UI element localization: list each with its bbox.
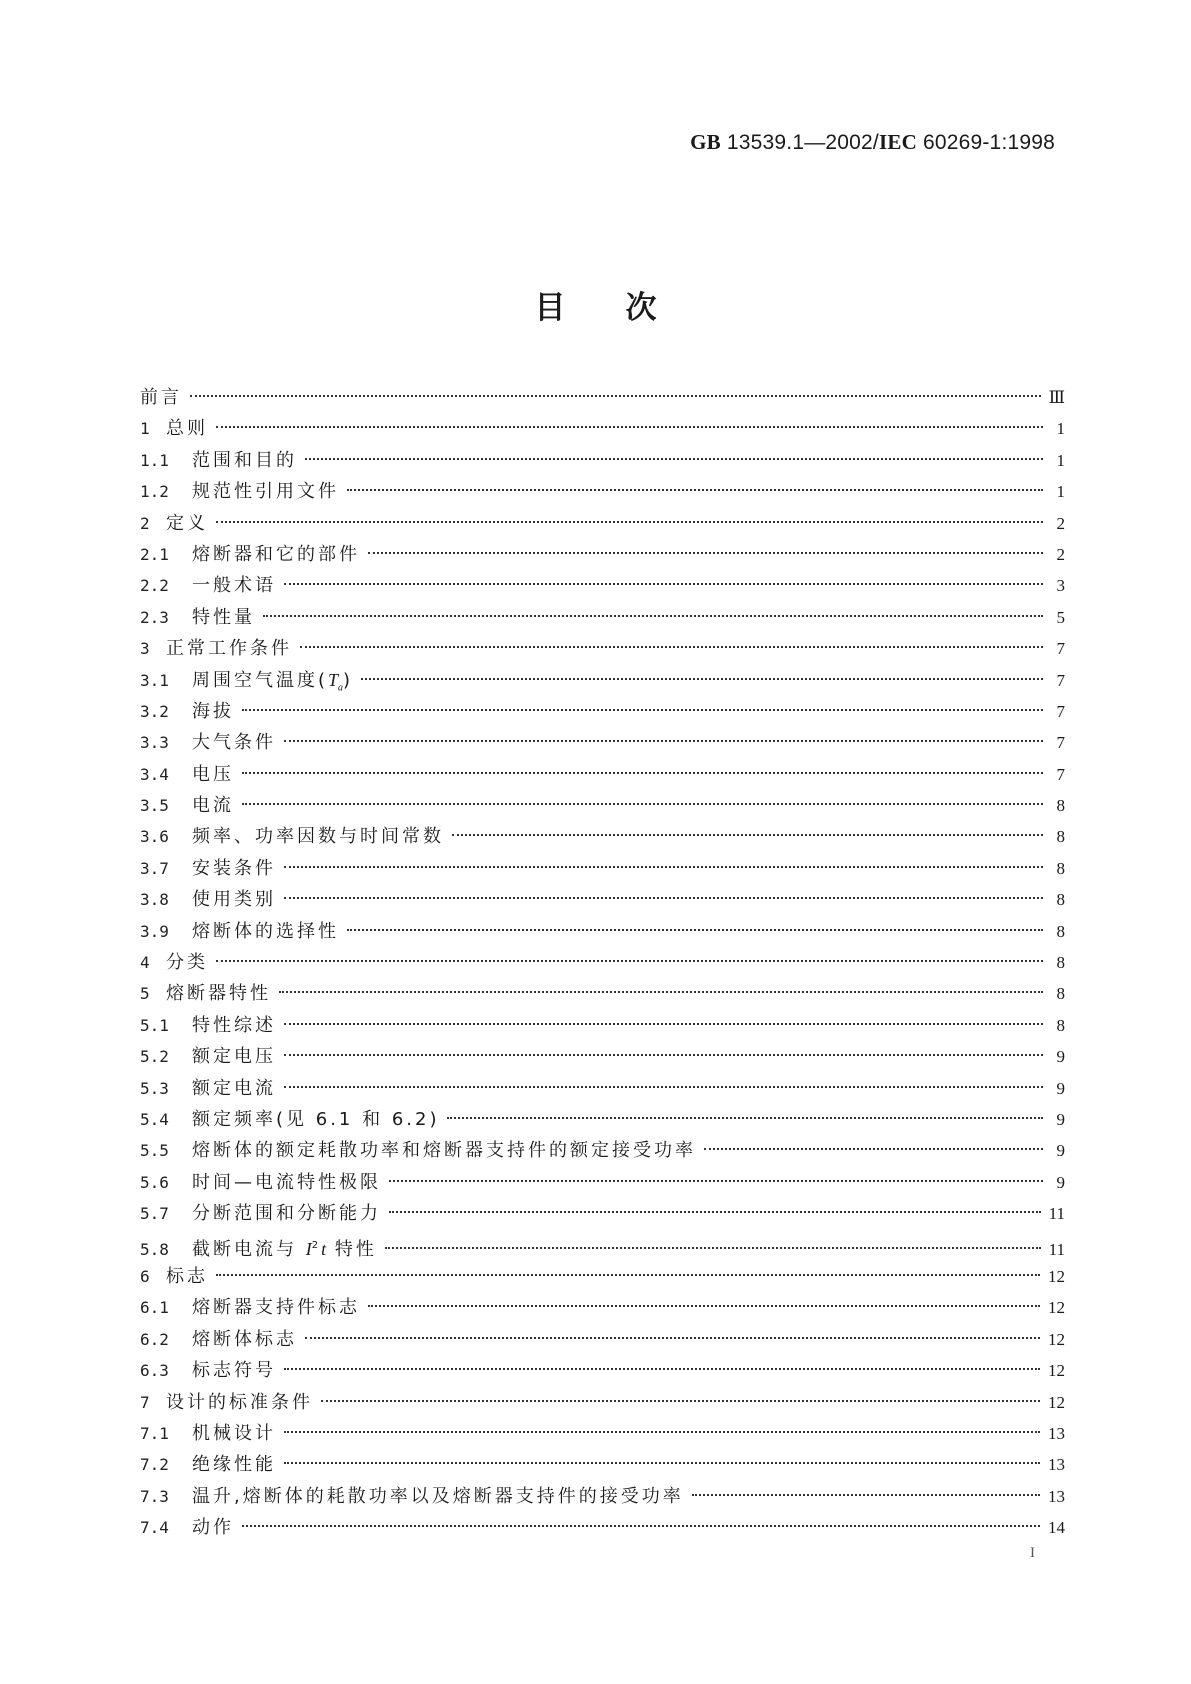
toc-section-number: 5.5 bbox=[140, 1141, 169, 1161]
toc-page-number: 13 bbox=[1048, 1486, 1065, 1506]
dot-leader bbox=[300, 646, 1043, 648]
dot-leader bbox=[279, 991, 1043, 993]
toc-section-number: 2.3 bbox=[140, 607, 169, 627]
toc-entry[interactable] bbox=[140, 1167, 1065, 1198]
toc-entry-title: 时间—电流特性极限 bbox=[192, 1171, 381, 1193]
toc-entry[interactable] bbox=[140, 445, 1065, 476]
toc-entry-title: 绝缘性能 bbox=[192, 1454, 276, 1476]
toc-section-number: 3.1 bbox=[140, 670, 169, 690]
toc-entry[interactable] bbox=[140, 1041, 1065, 1072]
toc-entry-title: 温升,熔断体的耗散功率以及熔断器支持件的接受功率 bbox=[192, 1485, 684, 1507]
dot-leader bbox=[368, 552, 1043, 554]
toc-entry[interactable] bbox=[140, 853, 1065, 884]
dot-leader bbox=[284, 1023, 1043, 1025]
toc-entry[interactable] bbox=[140, 1292, 1065, 1323]
toc-entry[interactable] bbox=[140, 1512, 1065, 1543]
toc-entry-title: 机械设计 bbox=[192, 1422, 276, 1444]
toc-entry[interactable] bbox=[140, 1481, 1065, 1512]
dot-leader bbox=[242, 803, 1043, 805]
toc-section-number: 3.2 bbox=[140, 701, 169, 721]
toc-entry-title: 一般术语 bbox=[192, 575, 276, 597]
toc-section-number: 3.6 bbox=[140, 827, 169, 847]
toc-page-number: 9 bbox=[1056, 1078, 1065, 1098]
dot-leader bbox=[389, 1211, 1041, 1213]
toc-section-number: 6.2 bbox=[140, 1329, 169, 1349]
toc-entry-title: 规范性引用文件 bbox=[192, 481, 339, 503]
dot-leader bbox=[216, 960, 1043, 962]
table-of-contents bbox=[140, 382, 1065, 1543]
toc-entry-title: 特性量 bbox=[192, 606, 255, 628]
toc-section-number: 1.2 bbox=[140, 482, 169, 502]
toc-section-number: 6 bbox=[140, 1266, 150, 1286]
toc-page-number: 8 bbox=[1056, 953, 1065, 973]
toc-section-number: 6.3 bbox=[140, 1361, 169, 1381]
toc-entry-title: 动作 bbox=[192, 1517, 234, 1539]
toc-entry-title: 范围和目的 bbox=[192, 449, 297, 471]
toc-page-number: 8 bbox=[1056, 984, 1065, 1004]
toc-entry[interactable] bbox=[140, 790, 1065, 821]
toc-entry-title: 电压 bbox=[192, 763, 234, 785]
toc-entry[interactable] bbox=[140, 665, 1065, 696]
standard-code-header bbox=[690, 130, 1055, 155]
toc-page-number: 8 bbox=[1056, 827, 1065, 847]
dot-leader bbox=[284, 1086, 1043, 1088]
toc-section-number: 2.1 bbox=[140, 544, 169, 564]
dot-leader bbox=[305, 458, 1043, 460]
toc-entry[interactable] bbox=[140, 1010, 1065, 1041]
toc-page-number: 5 bbox=[1056, 607, 1065, 627]
toc-entry-title: 安装条件 bbox=[192, 857, 276, 879]
toc-page-number: 7 bbox=[1056, 670, 1065, 690]
dot-leader bbox=[389, 1180, 1043, 1182]
toc-entry[interactable] bbox=[140, 1355, 1065, 1386]
dot-leader bbox=[284, 1054, 1043, 1056]
toc-entry[interactable] bbox=[140, 1387, 1065, 1418]
toc-entry[interactable] bbox=[140, 1418, 1065, 1449]
toc-section-number: 2 bbox=[140, 513, 150, 533]
toc-page-number: 12 bbox=[1048, 1298, 1065, 1318]
toc-page-number: 8 bbox=[1056, 858, 1065, 878]
toc-section-number: 5.7 bbox=[140, 1204, 169, 1224]
toc-section-number: 4 bbox=[140, 953, 150, 973]
toc-entry[interactable] bbox=[140, 947, 1065, 978]
toc-page-number: 14 bbox=[1048, 1518, 1065, 1538]
toc-entry-title: 熔断器特性 bbox=[166, 983, 271, 1005]
toc-section-number: 3.4 bbox=[140, 764, 169, 784]
toc-page-number: 7 bbox=[1056, 764, 1065, 784]
toc-entry[interactable] bbox=[140, 413, 1065, 444]
toc-page-number: 7 bbox=[1056, 639, 1065, 659]
toc-section-number: 5.2 bbox=[140, 1047, 169, 1067]
toc-entry-title: 前言 bbox=[140, 387, 182, 408]
toc-section-number: 7.4 bbox=[140, 1518, 169, 1538]
toc-entry[interactable] bbox=[140, 508, 1065, 539]
toc-page-number: 11 bbox=[1048, 1204, 1065, 1224]
toc-section-number: 7 bbox=[140, 1392, 150, 1412]
toc-entry[interactable] bbox=[140, 884, 1065, 915]
toc-section-number: 1 bbox=[140, 419, 150, 439]
toc-section-number: 3.3 bbox=[140, 733, 169, 753]
dot-leader bbox=[284, 740, 1043, 742]
toc-page-number: 12 bbox=[1048, 1266, 1065, 1286]
toc-section-number: 3.5 bbox=[140, 796, 169, 816]
toc-entry[interactable] bbox=[140, 821, 1065, 852]
dot-leader bbox=[284, 583, 1043, 585]
toc-entry[interactable] bbox=[140, 1230, 1065, 1261]
toc-entry-title: 熔断器支持件标志 bbox=[192, 1297, 360, 1319]
toc-entry[interactable] bbox=[140, 1073, 1065, 1104]
toc-page-number: 8 bbox=[1056, 890, 1065, 910]
toc-page-number: 7 bbox=[1056, 701, 1065, 721]
toc-section-number: 5.6 bbox=[140, 1172, 169, 1192]
toc-section-number: 7.2 bbox=[140, 1455, 169, 1475]
toc-page-number: 8 bbox=[1056, 796, 1065, 816]
toc-section-number: 2.2 bbox=[140, 576, 169, 596]
toc-entry[interactable] bbox=[140, 1135, 1065, 1166]
toc-entry-title: 电流 bbox=[192, 795, 234, 817]
toc-page-number: 2 bbox=[1056, 544, 1065, 564]
dot-leader bbox=[216, 426, 1043, 428]
toc-entry-title: 定义 bbox=[166, 512, 208, 534]
iec-prefix: IEC bbox=[878, 130, 917, 154]
toc-entry[interactable] bbox=[140, 759, 1065, 790]
toc-page-number: 12 bbox=[1048, 1361, 1065, 1381]
dot-leader bbox=[385, 1247, 1041, 1249]
dot-leader bbox=[321, 1400, 1040, 1402]
dot-leader bbox=[190, 395, 1041, 397]
toc-page-number: 13 bbox=[1048, 1423, 1065, 1443]
toc-entry[interactable] bbox=[140, 1261, 1065, 1292]
dot-leader bbox=[368, 1305, 1040, 1307]
toc-section-number: 3.9 bbox=[140, 921, 169, 941]
toc-entry[interactable] bbox=[140, 727, 1065, 758]
toc-entry-title: 标志 bbox=[166, 1265, 208, 1287]
toc-page-number: 3 bbox=[1056, 576, 1065, 596]
toc-page-number: 1 bbox=[1056, 450, 1065, 470]
dot-leader bbox=[242, 709, 1043, 711]
toc-entry-title: 正常工作条件 bbox=[166, 638, 292, 660]
dot-leader bbox=[284, 1462, 1040, 1464]
dot-leader bbox=[361, 678, 1043, 680]
toc-entry-title: 熔断体的额定耗散功率和熔断器支持件的额定接受功率 bbox=[192, 1140, 696, 1162]
toc-entry-title: 标志符号 bbox=[192, 1360, 276, 1382]
toc-page-number: 8 bbox=[1056, 1015, 1065, 1035]
dot-leader bbox=[704, 1148, 1043, 1150]
toc-page-number: 9 bbox=[1056, 1141, 1065, 1161]
dot-leader bbox=[305, 1337, 1040, 1339]
toc-entry-title: 海拔 bbox=[192, 700, 234, 722]
dot-leader bbox=[692, 1494, 1040, 1496]
toc-entry[interactable] bbox=[140, 539, 1065, 570]
toc-entry-title: 熔断体的选择性 bbox=[192, 920, 339, 942]
toc-page-number: 1 bbox=[1056, 419, 1065, 439]
toc-entry[interactable] bbox=[140, 633, 1065, 664]
toc-entry[interactable] bbox=[140, 1449, 1065, 1480]
toc-entry[interactable] bbox=[140, 1324, 1065, 1355]
toc-entry[interactable] bbox=[140, 570, 1065, 601]
toc-entry[interactable] bbox=[140, 978, 1065, 1009]
toc-section-number: 5.1 bbox=[140, 1015, 169, 1035]
toc-section-number: 5 bbox=[140, 984, 150, 1004]
toc-page-number: 11 bbox=[1048, 1239, 1065, 1259]
toc-entry[interactable] bbox=[140, 1198, 1065, 1229]
dot-leader bbox=[242, 1525, 1040, 1527]
std-number: 13539.1—2002/ bbox=[720, 131, 879, 154]
toc-entry[interactable] bbox=[140, 916, 1065, 947]
dot-leader bbox=[284, 1431, 1040, 1433]
toc-page-number: 9 bbox=[1056, 1172, 1065, 1192]
toc-entry-title: 使用类别 bbox=[192, 889, 276, 911]
toc-section-number: 3.7 bbox=[140, 858, 169, 878]
toc-page-number: Ⅲ bbox=[1048, 388, 1065, 407]
toc-section-number: 1.1 bbox=[140, 450, 169, 470]
toc-entry-title: 特性综述 bbox=[192, 1014, 276, 1036]
toc-entry-title: 额定频率(见 6.1 和 6.2) bbox=[192, 1108, 440, 1130]
toc-section-number: 5.4 bbox=[140, 1109, 169, 1129]
toc-page-number: 1 bbox=[1056, 482, 1065, 502]
toc-page-number: 8 bbox=[1056, 921, 1065, 941]
toc-section-number: 6.1 bbox=[140, 1298, 169, 1318]
toc-entry-title: 熔断器和它的部件 bbox=[192, 543, 360, 565]
toc-entry[interactable] bbox=[140, 1104, 1065, 1135]
toc-entry-title: 频率、功率因数与时间常数 bbox=[192, 826, 444, 848]
toc-section-number: 3.8 bbox=[140, 890, 169, 910]
iec-number: 60269-1:1998 bbox=[916, 131, 1055, 154]
page-title: 目次 bbox=[534, 290, 717, 326]
toc-entry-title: 设计的标准条件 bbox=[166, 1391, 313, 1413]
toc-section-number: 7.1 bbox=[140, 1423, 169, 1443]
toc-entry-title: 大气条件 bbox=[192, 732, 276, 754]
toc-section-number: 5.3 bbox=[140, 1078, 169, 1098]
toc-page-number: 13 bbox=[1048, 1455, 1065, 1475]
dot-leader bbox=[216, 521, 1043, 523]
dot-leader bbox=[452, 834, 1043, 836]
toc-page-number: 12 bbox=[1048, 1329, 1065, 1349]
dot-leader bbox=[284, 866, 1043, 868]
toc-section-number: 3 bbox=[140, 639, 150, 659]
dot-leader bbox=[284, 1368, 1040, 1370]
dot-leader bbox=[263, 615, 1043, 617]
std-prefix: GB bbox=[690, 130, 721, 154]
toc-page-number: 7 bbox=[1056, 733, 1065, 753]
toc-entry[interactable] bbox=[140, 382, 1065, 413]
dot-leader bbox=[447, 1117, 1043, 1119]
toc-entry-title: 分断范围和分断能力 bbox=[192, 1203, 381, 1225]
toc-section-number: 7.3 bbox=[140, 1486, 169, 1506]
toc-page-number: 9 bbox=[1056, 1047, 1065, 1067]
dot-leader bbox=[242, 772, 1043, 774]
toc-section-number: 5.8 bbox=[140, 1239, 169, 1259]
toc-entry[interactable] bbox=[140, 602, 1065, 633]
toc-entry[interactable] bbox=[140, 476, 1065, 507]
dot-leader bbox=[347, 929, 1043, 931]
dot-leader bbox=[284, 897, 1043, 899]
toc-entry-title: 额定电压 bbox=[192, 1046, 276, 1068]
page-number: I bbox=[1030, 1545, 1035, 1561]
toc-entry-title: 总则 bbox=[166, 418, 208, 440]
toc-entry-title: 分类 bbox=[166, 952, 208, 974]
toc-page-number: 2 bbox=[1056, 513, 1065, 533]
toc-page-number: 12 bbox=[1048, 1392, 1065, 1412]
toc-entry-title: 截断电流与 $I^2t$ 特性 bbox=[192, 1238, 377, 1260]
dot-leader bbox=[216, 1274, 1040, 1276]
toc-entry-title: 额定电流 bbox=[192, 1077, 276, 1099]
toc-page-number: 9 bbox=[1056, 1109, 1065, 1129]
toc-entry-title: 周围空气温度$(T_a)$ bbox=[192, 669, 354, 694]
dot-leader bbox=[347, 489, 1043, 491]
toc-entry-title: 熔断体标志 bbox=[192, 1328, 297, 1350]
